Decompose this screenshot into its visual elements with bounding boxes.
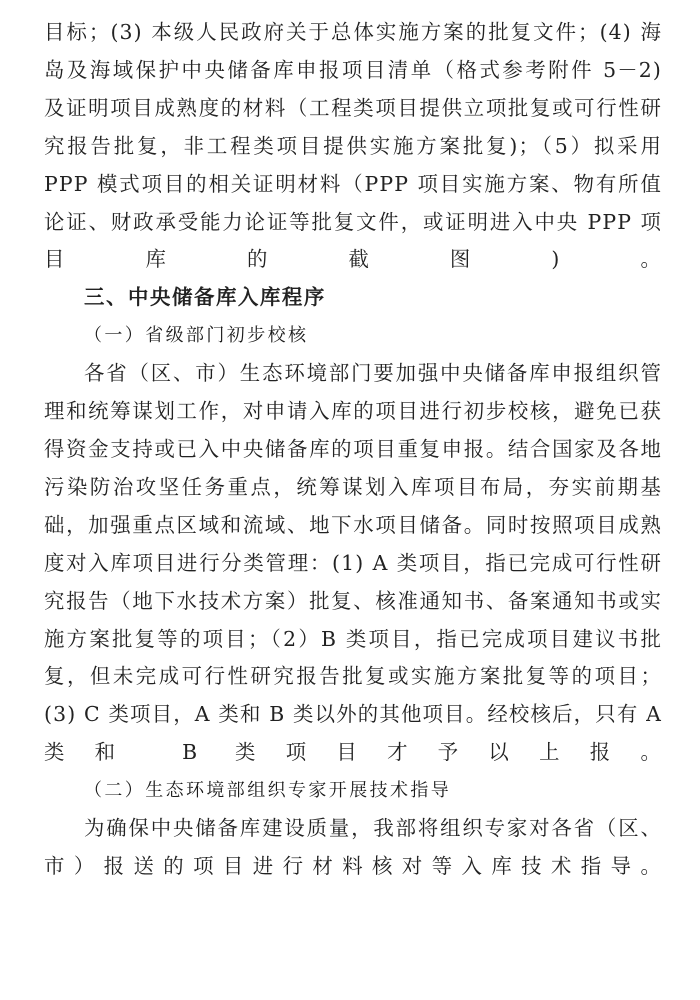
text-line: 目标；(3) 本级人民政府关于总体实施方案的批复文件；(4) 海 (44, 20, 662, 44)
text-line: 及证明项目成熟度的材料（工程类项目提供立项批复或可行性研 (44, 95, 662, 120)
text-line: 论证、财政承受能力论证等批复文件，或证明进入中央 PPP 项 (44, 209, 662, 234)
text-line: 目库的截图)。 (44, 247, 662, 272)
text-line: 各省（区、市）生态环境部门要加强中央储备库申报组织管 (84, 361, 662, 386)
text-line: 污染防治攻坚任务重点，统筹谋划入库项目布局，夯实前期基 (44, 474, 662, 499)
text-line: 岛及海域保护中央储备库申报项目清单（格式参考附件 5－2) (44, 57, 662, 82)
text-line: 得资金支持或已入中央储备库的项目重复申报。结合国家及各地 (44, 436, 662, 461)
paragraph-provincial-review (44, 355, 662, 772)
subsection-heading: （一）省级部门初步校核 (84, 325, 309, 347)
text-line: 础，加强重点区域和流域、地下水项目储备。同时按照项目成熟 (44, 512, 662, 537)
text-line: 究报告批复，非工程类项目提供实施方案批复)；（5）拟采用 (44, 133, 662, 158)
text-line: 理和统筹谋划工作，对申请入库的项目进行初步校核，避免已获 (44, 399, 662, 424)
text-line: 市）报送的项目进行材料核对等入库技术指导。 (44, 853, 662, 878)
paragraph-technical-guidance (44, 810, 662, 886)
text-line: 度对入库项目进行分类管理：(1) A 类项目，指已完成可行性研 (44, 550, 662, 575)
text-line: 究报告（地下水技术方案）批复、核准通知书、备案通知书或实 (44, 588, 662, 613)
text-line: 类和 B 类项目才予以上报。 (44, 740, 662, 765)
text-line: (3) C 类项目，A 类和 B 类以外的其他项目。经校核后，只有 A (44, 702, 662, 727)
text-line: PPP 模式项目的相关证明材料（PPP 项目实施方案、物有所值 (44, 171, 662, 196)
paragraph-application-materials (44, 14, 662, 279)
text-line: 复，但未完成可行性研究报告批复或实施方案批复等的项目； (44, 664, 662, 689)
text-line: 为确保中央储备库建设质量，我部将组织专家对各省（区、 (84, 816, 662, 841)
section-heading: 三、中央储备库入库程序 (84, 285, 326, 310)
text-line: 施方案批复等的项目；（2）B 类项目，指已完成项目建议书批 (44, 626, 662, 651)
subsection-heading: （二）生态环境部组织专家开展技术指导 (84, 780, 452, 802)
